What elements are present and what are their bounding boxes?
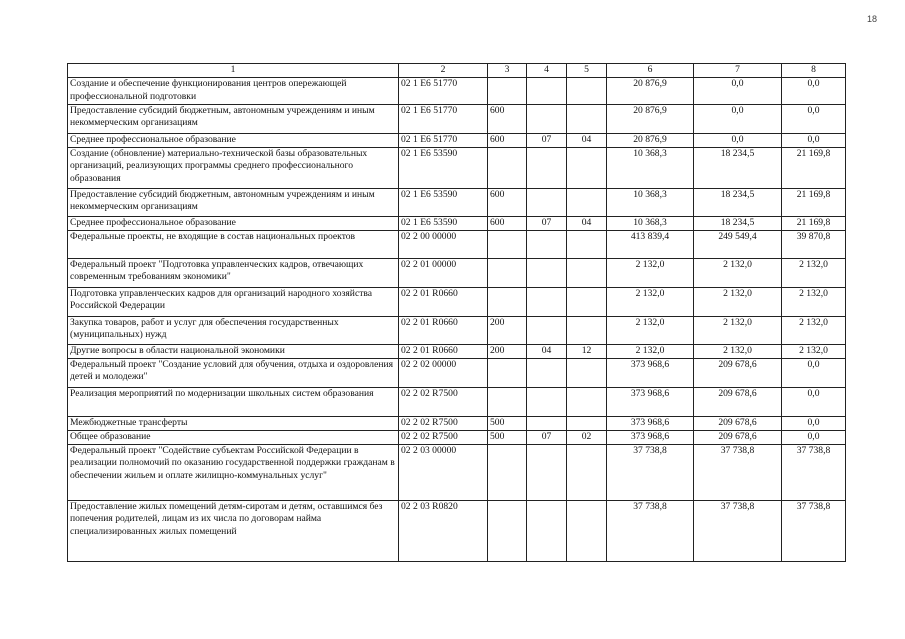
amount-col8-cell: 2 132,0	[782, 344, 846, 358]
amount-col6-cell: 413 839,4	[607, 230, 694, 258]
amount-col6-cell: 373 968,6	[607, 358, 694, 387]
amount-col7-cell: 0,0	[694, 78, 782, 105]
subsection-cell	[567, 444, 607, 500]
amount-col8-cell: 21 169,8	[782, 188, 846, 216]
section-cell	[527, 316, 567, 344]
amount-col6-cell: 2 132,0	[607, 287, 694, 316]
row-name-cell: Среднее профессиональное образование	[68, 133, 399, 147]
expense-group-cell: 200	[488, 344, 527, 358]
section-cell	[527, 500, 567, 561]
expense-group-cell: 600	[488, 216, 527, 230]
amount-col6-cell: 2 132,0	[607, 258, 694, 287]
expense-group-cell	[488, 500, 527, 561]
amount-col8-cell: 2 132,0	[782, 316, 846, 344]
row-name-cell: Создание (обновление) материально-технической базы образовательных организаций, реализующих программы среднего профессионального образования	[68, 147, 399, 188]
subsection-cell	[567, 500, 607, 561]
target-code-cell: 02 2 01 00000	[399, 258, 488, 287]
amount-col8-cell: 0,0	[782, 430, 846, 444]
row-name-cell: Создание и обеспечение функционирования центров опережающей профессиональной подготовки	[68, 78, 399, 105]
target-code-cell: 02 2 02 00000	[399, 358, 488, 387]
amount-col6-cell: 37 738,8	[607, 444, 694, 500]
section-cell	[527, 230, 567, 258]
column-header: 6	[607, 64, 694, 78]
amount-col6-cell: 10 368,3	[607, 216, 694, 230]
expense-group-cell: 600	[488, 188, 527, 216]
amount-col6-cell: 37 738,8	[607, 500, 694, 561]
row-name-cell: Предоставление жилых помещений детям-сиротам и детям, оставшимся без попечения родителей, лицам из их числа по договорам найма специализированных жилых помещений	[68, 500, 399, 561]
amount-col6-cell: 20 876,9	[607, 133, 694, 147]
section-cell	[527, 358, 567, 387]
row-name-cell: Закупка товаров, работ и услуг для обеспечения государственных (муниципальных) нужд	[68, 316, 399, 344]
expense-group-cell	[488, 147, 527, 188]
column-header: 4	[527, 64, 567, 78]
amount-col6-cell: 10 368,3	[607, 188, 694, 216]
section-cell	[527, 416, 567, 430]
amount-col8-cell: 39 870,8	[782, 230, 846, 258]
amount-col7-cell: 2 132,0	[694, 287, 782, 316]
expense-group-cell: 200	[488, 316, 527, 344]
row-name-cell: Общее образование	[68, 430, 399, 444]
section-cell	[527, 147, 567, 188]
section-cell	[527, 287, 567, 316]
amount-col7-cell: 18 234,5	[694, 147, 782, 188]
amount-col8-cell: 2 132,0	[782, 258, 846, 287]
amount-col8-cell: 0,0	[782, 133, 846, 147]
column-header: 2	[399, 64, 488, 78]
amount-col8-cell: 21 169,8	[782, 216, 846, 230]
subsection-cell	[567, 416, 607, 430]
expense-group-cell	[488, 230, 527, 258]
target-code-cell: 02 1 Е6 51770	[399, 104, 488, 133]
target-code-cell: 02 2 03 R0820	[399, 500, 488, 561]
table-row	[68, 316, 846, 344]
table-row	[68, 500, 846, 561]
expense-group-cell	[488, 444, 527, 500]
amount-col7-cell: 209 678,6	[694, 387, 782, 416]
column-header: 3	[488, 64, 527, 78]
subsection-cell	[567, 230, 607, 258]
table-row	[68, 430, 846, 444]
section-cell	[527, 78, 567, 105]
section-cell: 04	[527, 344, 567, 358]
section-cell	[527, 258, 567, 287]
section-cell: 07	[527, 430, 567, 444]
target-code-cell: 02 2 02 R7500	[399, 387, 488, 416]
subsection-cell	[567, 104, 607, 133]
table-row	[68, 104, 846, 133]
section-cell: 07	[527, 216, 567, 230]
row-name-cell: Федеральный проект "Подготовка управленческих кадров, отвечающих современным требованиям экономики"	[68, 258, 399, 287]
amount-col8-cell: 0,0	[782, 416, 846, 430]
row-name-cell: Федеральные проекты, не входящие в состав национальных проектов	[68, 230, 399, 258]
budget-table	[67, 63, 846, 562]
expense-group-cell	[488, 78, 527, 105]
row-name-cell: Подготовка управленческих кадров для организаций народного хозяйства Российской Федерации	[68, 287, 399, 316]
amount-col8-cell: 2 132,0	[782, 287, 846, 316]
amount-col6-cell: 373 968,6	[607, 416, 694, 430]
subsection-cell	[567, 316, 607, 344]
row-name-cell: Предоставление субсидий бюджетным, автономным учреждениям и иным некоммерческим организациям	[68, 104, 399, 133]
section-cell: 07	[527, 133, 567, 147]
amount-col8-cell: 0,0	[782, 387, 846, 416]
amount-col6-cell: 2 132,0	[607, 316, 694, 344]
subsection-cell	[567, 387, 607, 416]
table-row	[68, 147, 846, 188]
row-name-cell: Предоставление субсидий бюджетным, автономным учреждениям и иным некоммерческим организациям	[68, 188, 399, 216]
table-row	[68, 230, 846, 258]
expense-group-cell: 500	[488, 416, 527, 430]
target-code-cell: 02 2 01 R0660	[399, 287, 488, 316]
subsection-cell	[567, 358, 607, 387]
table-row	[68, 133, 846, 147]
target-code-cell: 02 1 Е6 53590	[399, 216, 488, 230]
amount-col8-cell: 37 738,8	[782, 500, 846, 561]
section-cell	[527, 104, 567, 133]
amount-col6-cell: 373 968,6	[607, 387, 694, 416]
target-code-cell: 02 2 02 R7500	[399, 430, 488, 444]
table-row	[68, 78, 846, 105]
subsection-cell: 04	[567, 216, 607, 230]
row-name-cell: Реализация мероприятий по модернизации школьных систем образования	[68, 387, 399, 416]
section-cell	[527, 444, 567, 500]
column-header: 7	[694, 64, 782, 78]
target-code-cell: 02 2 03 00000	[399, 444, 488, 500]
subsection-cell: 12	[567, 344, 607, 358]
expense-group-cell	[488, 258, 527, 287]
row-name-cell: Федеральный проект "Содействие субъектам Российской Федерации в реализации полномочий по оказанию государственной поддержки гражданам в обеспечении жильем и оплате жилищно-коммунальных услуг"	[68, 444, 399, 500]
subsection-cell	[567, 258, 607, 287]
table-row	[68, 287, 846, 316]
table-row	[68, 188, 846, 216]
amount-col7-cell: 209 678,6	[694, 358, 782, 387]
amount-col6-cell: 373 968,6	[607, 430, 694, 444]
column-header: 5	[567, 64, 607, 78]
table-row	[68, 387, 846, 416]
amount-col7-cell: 37 738,8	[694, 444, 782, 500]
row-name-cell: Другие вопросы в области национальной экономики	[68, 344, 399, 358]
amount-col8-cell: 21 169,8	[782, 147, 846, 188]
amount-col8-cell: 0,0	[782, 358, 846, 387]
amount-col7-cell: 37 738,8	[694, 500, 782, 561]
subsection-cell	[567, 147, 607, 188]
amount-col7-cell: 249 549,4	[694, 230, 782, 258]
table-row	[68, 444, 846, 500]
column-number-row	[68, 64, 846, 78]
amount-col6-cell: 20 876,9	[607, 78, 694, 105]
table-row	[68, 258, 846, 287]
amount-col7-cell: 2 132,0	[694, 258, 782, 287]
section-cell	[527, 188, 567, 216]
target-code-cell: 02 1 Е6 51770	[399, 133, 488, 147]
table-row	[68, 416, 846, 430]
expense-group-cell: 600	[488, 104, 527, 133]
amount-col7-cell: 2 132,0	[694, 344, 782, 358]
column-header: 8	[782, 64, 846, 78]
amount-col7-cell: 0,0	[694, 104, 782, 133]
amount-col7-cell: 0,0	[694, 133, 782, 147]
amount-col8-cell: 37 738,8	[782, 444, 846, 500]
row-name-cell: Среднее профессиональное образование	[68, 216, 399, 230]
target-code-cell: 02 1 Е6 51770	[399, 78, 488, 105]
expense-group-cell	[488, 287, 527, 316]
amount-col7-cell: 18 234,5	[694, 188, 782, 216]
section-cell	[527, 387, 567, 416]
table-row	[68, 358, 846, 387]
amount-col7-cell: 209 678,6	[694, 416, 782, 430]
subsection-cell: 02	[567, 430, 607, 444]
amount-col6-cell: 10 368,3	[607, 147, 694, 188]
subsection-cell	[567, 287, 607, 316]
amount-col8-cell: 0,0	[782, 104, 846, 133]
page-number: 18	[866, 14, 877, 24]
expense-group-cell: 500	[488, 430, 527, 444]
expense-group-cell	[488, 387, 527, 416]
expense-group-cell: 600	[488, 133, 527, 147]
table-row	[68, 216, 846, 230]
target-code-cell: 02 2 01 R0660	[399, 344, 488, 358]
target-code-cell: 02 2 00 00000	[399, 230, 488, 258]
target-code-cell: 02 1 Е6 53590	[399, 147, 488, 188]
row-name-cell: Межбюджетные трансферты	[68, 416, 399, 430]
amount-col8-cell: 0,0	[782, 78, 846, 105]
amount-col7-cell: 209 678,6	[694, 430, 782, 444]
expense-group-cell	[488, 358, 527, 387]
subsection-cell: 04	[567, 133, 607, 147]
row-name-cell: Федеральный проект "Создание условий для обучения, отдыха и оздоровления детей и молодежи"	[68, 358, 399, 387]
amount-col7-cell: 18 234,5	[694, 216, 782, 230]
target-code-cell: 02 2 02 R7500	[399, 416, 488, 430]
column-header: 1	[68, 64, 399, 78]
amount-col6-cell: 20 876,9	[607, 104, 694, 133]
target-code-cell: 02 2 01 R0660	[399, 316, 488, 344]
subsection-cell	[567, 188, 607, 216]
target-code-cell: 02 1 Е6 53590	[399, 188, 488, 216]
subsection-cell	[567, 78, 607, 105]
amount-col6-cell: 2 132,0	[607, 344, 694, 358]
table-row	[68, 344, 846, 358]
amount-col7-cell: 2 132,0	[694, 316, 782, 344]
